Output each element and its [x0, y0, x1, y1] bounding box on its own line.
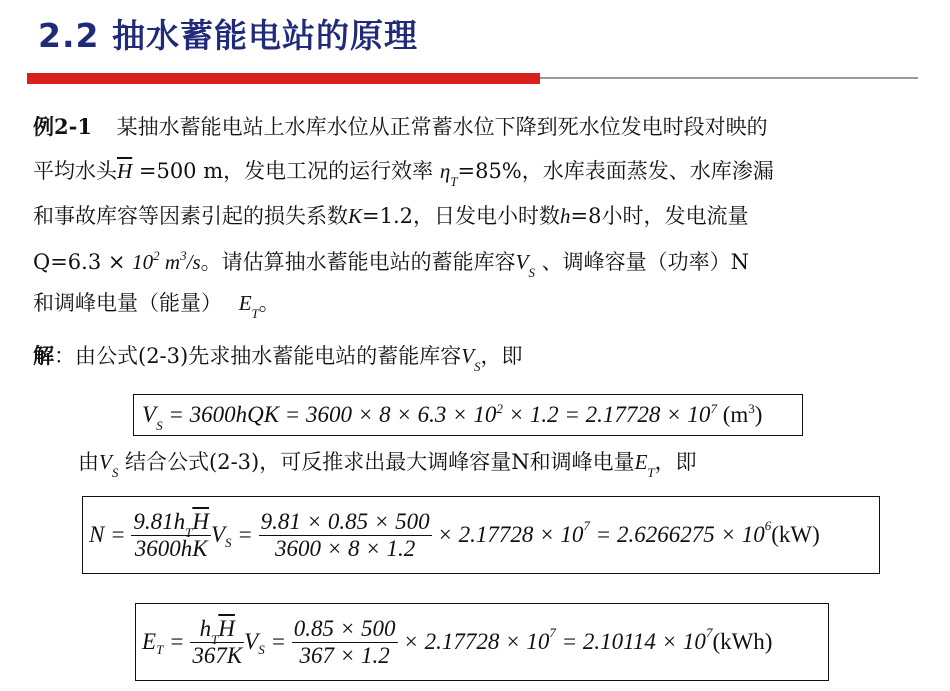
avg-head-symbol: $\overline{H}$ — [117, 159, 133, 183]
fraction-capacity-values: $\frac{9.81 \times 0.85 \times 500}{3600 \times 8 \times 1.2}$ — [260, 508, 430, 561]
title-divider — [540, 77, 918, 79]
example-line-2: 平均水头$\overline{H} =500$ m，发电工况的运行效率 $\eta_T=85\%$，水库表面蒸发、水库渗漏 — [33, 159, 774, 189]
solution-line-2: 由$V_S$ 结合公式(2-3)，可反推求出最大调峰容量N和调峰电量$E_T$，即 — [78, 450, 697, 480]
example-line-1: 例2-1 某抽水蓄能电站上水库水位从正常蓄水位下降到死水位发电时段对映的 — [33, 114, 768, 139]
equation-storage-volume: $V_S = 3600hQK = 3600 \times 8 \times 6.3 \times 10^2 \times 1.2 = 2.17728 \times 10^7$ $(m^3)$ — [133, 394, 803, 436]
fraction-energy-values: $\frac{0.85 \times 500}{367 \times 1.2}$ — [293, 615, 396, 668]
slide-title: 2.2 抽水蓄能电站的原理 — [38, 16, 418, 55]
title-accent-bar — [27, 73, 540, 84]
equation-peak-capacity: N = $\frac{9.81h_T\overline{H}}{3600hK}$ V S = $\frac{9.81 \times 0.85 \times 500}{3600 \times 8 \times 1.2}$ × 2.17728 × 10 7 = 2.6266275 × 10 6 (kW) — [82, 496, 880, 574]
solution-line-1: 解：由公式(2-3)先求抽水蓄能电站的蓄能库容$V_S$，即 — [33, 343, 523, 374]
example-label: 例2-1 — [33, 114, 92, 139]
fraction-energy-formula: $\frac{h_T\overline{H}}{367K}$ — [192, 615, 243, 668]
efficiency-symbol: η — [439, 159, 451, 183]
example-line-5: 和调峰电量（能量） $E_T$。 — [33, 291, 280, 321]
equation-peak-energy: E T = $\frac{h_T\overline{H}}{367K}$ V S = $\frac{0.85 \times 500}{367 \times 1.2}$ × 2.17728 × 10 7 = 2.10114 × 10 7 (kWh) — [135, 603, 829, 681]
fraction-capacity-formula: $\frac{9.81h_T\overline{H}}{3600hK}$ — [133, 508, 209, 561]
example-line-4: $Q=6.3 \times 10^2$ $m^3/s$。请估算抽水蓄能电站的蓄能库容$V_S$ 、调峰容量（功率）N — [33, 248, 750, 280]
example-line-3: 和事故库容等因素引起的损失系数K=1.2，日发电小时数h=8小时，发电流量 — [33, 204, 749, 228]
solution-label: 解 — [33, 343, 54, 368]
